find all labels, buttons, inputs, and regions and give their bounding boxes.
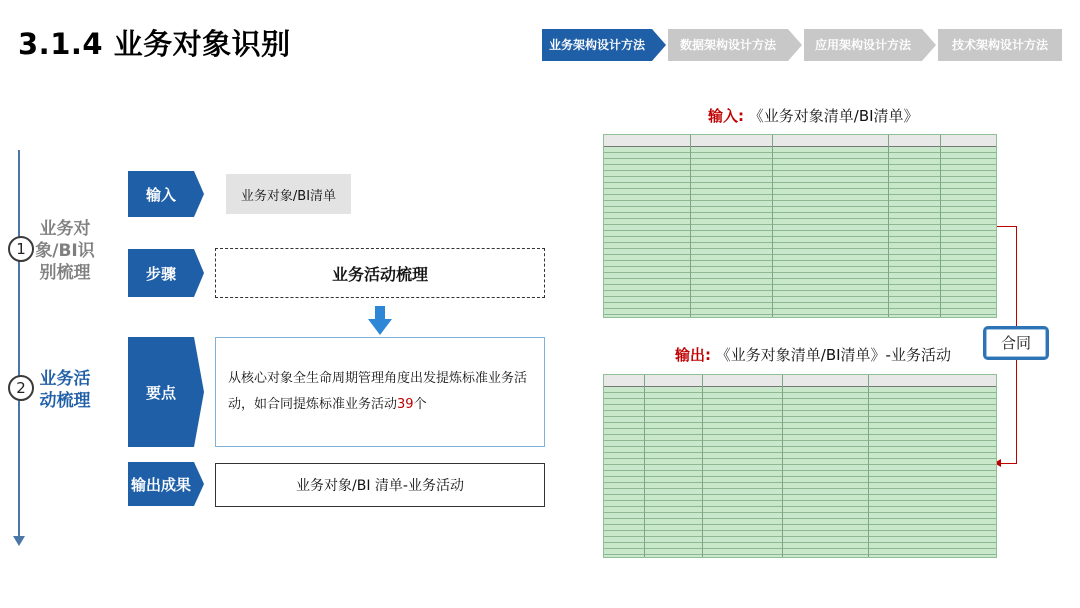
spreadsheet-column-line — [940, 135, 941, 317]
phase-1-number: 1 — [8, 236, 34, 262]
key-points-text-suffix: 个 — [413, 397, 427, 412]
phase-1-line: 象/BI识 — [35, 241, 95, 261]
key-points-box — [215, 337, 545, 447]
output-spreadsheet-image — [603, 374, 997, 558]
step-chevron — [652, 29, 666, 61]
phase-1-label — [34, 218, 96, 284]
spreadsheet-column-line — [702, 375, 703, 557]
phase-2-line: 业务活 — [39, 369, 91, 389]
spreadsheet-rows — [604, 147, 996, 317]
input-tag-tip — [194, 171, 204, 217]
step-business-architecture[interactable] — [542, 29, 652, 61]
page-title: 3.1.4 业务对象识别 — [18, 27, 291, 61]
input-value-box — [226, 174, 351, 214]
step-value-box — [215, 248, 545, 298]
step-tag — [128, 249, 194, 297]
spreadsheet-rows — [604, 387, 996, 557]
input-tag — [128, 171, 194, 217]
timeline-arrow-icon — [13, 536, 25, 546]
spreadsheet-column-line — [888, 135, 889, 317]
step-label: 业务架构设计方法 — [548, 38, 645, 52]
step-chevron — [922, 29, 936, 61]
spreadsheet-column-line — [868, 375, 869, 557]
step-label: 技术架构设计方法 — [951, 38, 1048, 52]
output-value-box — [215, 463, 545, 507]
key-points-text — [228, 366, 532, 418]
spreadsheet-column-line — [690, 135, 691, 317]
key-points-tag-tip — [194, 337, 204, 447]
step-technology-architecture[interactable] — [938, 29, 1062, 61]
output-value: 业务对象/BI 清单-业务活动 — [296, 478, 464, 494]
spreadsheet-column-line — [772, 135, 773, 317]
output-caption-label: 输出: — [675, 346, 711, 364]
spreadsheet-column-line — [782, 375, 783, 557]
input-caption — [708, 105, 919, 126]
output-tag-label: 输出成果 — [130, 475, 191, 494]
phase-2-line: 动梳理 — [39, 391, 91, 411]
key-points-text-main: 从核心对象全生命周期管理角度出发提炼标准业务活动，如合同提炼标准业务活动 — [228, 371, 528, 412]
step-data-architecture[interactable] — [668, 29, 788, 61]
timeline-line — [18, 150, 20, 538]
step-value: 业务活动梳理 — [331, 264, 428, 284]
phase-1-line: 别梳理 — [39, 263, 91, 283]
down-arrow-icon — [368, 319, 392, 335]
input-tag-label: 输入 — [145, 185, 176, 204]
output-caption-text: 《业务对象清单/BI清单》-业务活动 — [715, 346, 951, 364]
input-caption-label: 输入: — [708, 107, 744, 125]
input-value: 业务对象/BI清单 — [240, 188, 337, 204]
step-label: 数据架构设计方法 — [679, 38, 776, 52]
phase-2-number: 2 — [8, 375, 34, 401]
step-chevron — [788, 29, 802, 61]
input-caption-text: 《业务对象清单/BI清单》 — [748, 107, 919, 125]
connector-line — [1000, 463, 1017, 464]
step-tag-label: 步骤 — [145, 264, 176, 283]
input-spreadsheet-image — [603, 134, 997, 318]
key-points-tag-label: 要点 — [145, 383, 176, 402]
spreadsheet-header — [604, 375, 996, 387]
contract-button[interactable]: 合同 — [983, 326, 1049, 360]
output-caption — [675, 344, 951, 365]
key-points-number: 39 — [397, 397, 414, 412]
down-arrow-shaft — [375, 306, 385, 319]
step-label: 应用架构设计方法 — [814, 38, 911, 52]
spreadsheet-header — [604, 135, 996, 147]
output-tag — [128, 462, 194, 506]
output-tag-tip — [194, 462, 204, 506]
step-tag-tip — [194, 249, 204, 297]
key-points-tag — [128, 337, 194, 447]
step-application-architecture[interactable] — [804, 29, 922, 61]
spreadsheet-column-line — [644, 375, 645, 557]
phase-2-label — [34, 368, 96, 412]
connector-line — [997, 226, 1017, 227]
phase-1-line: 业务对 — [39, 219, 91, 239]
